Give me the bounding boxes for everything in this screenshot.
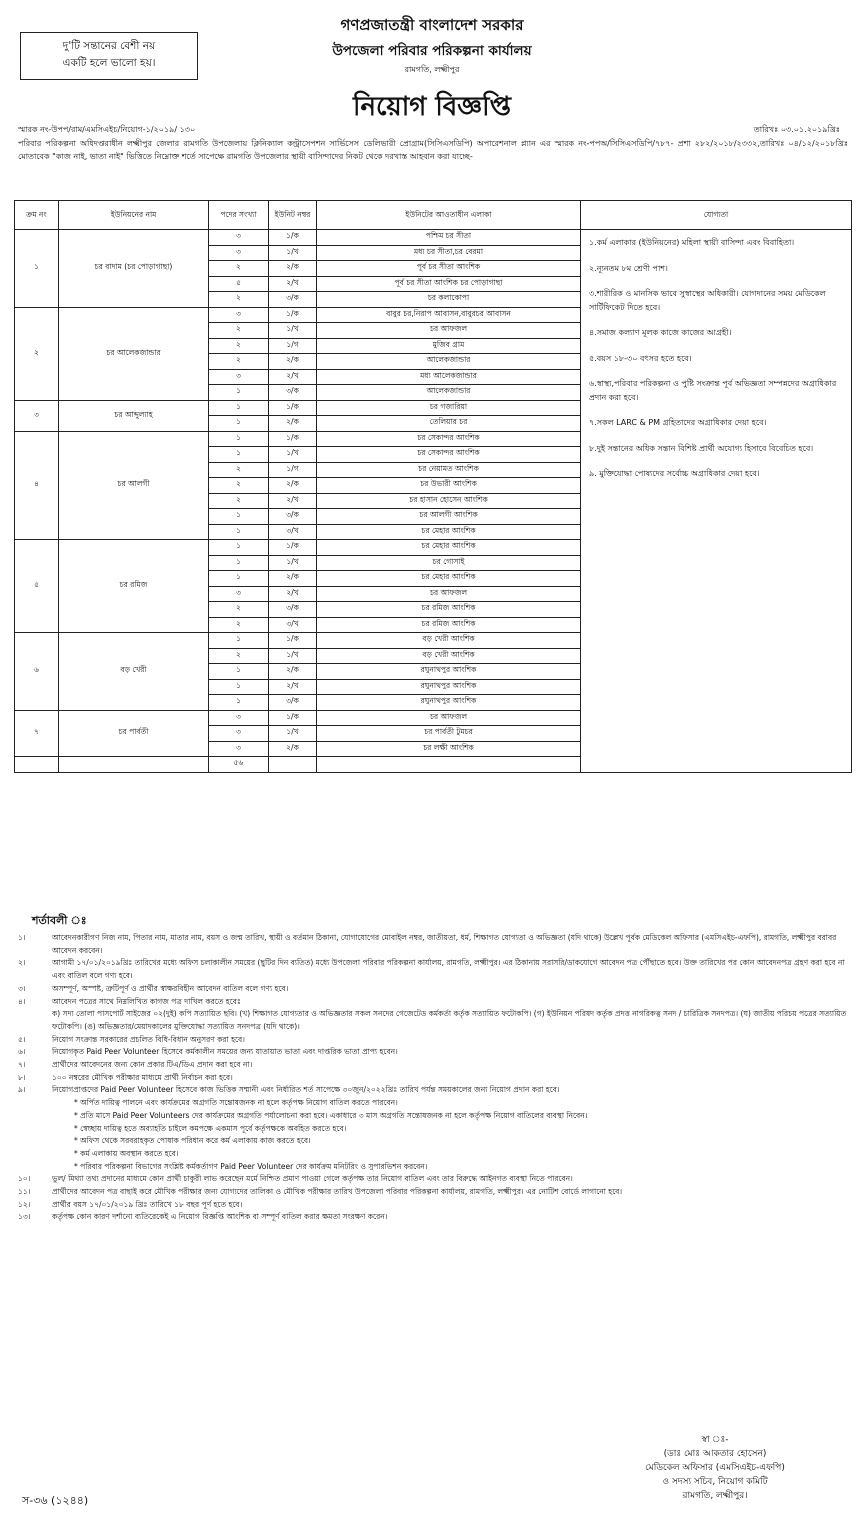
union-cell: বড় খেরী	[59, 633, 209, 711]
unit-cell: ১/খ	[269, 555, 317, 571]
union-cell: চর আব্দুল্যাহ	[59, 400, 209, 431]
term-text: আগামী ১৭/০১/২০১৯খ্রিঃ তারিখের মধ্যে অফিস চলাকালীন সময়ের (ছুটির দিন ব্যতিত) মধ্যে উপজেলা পরিবার পরিকল্পনা কার্যালয়, রামগতি, লক্ষ্মীপুর। এর ঠিকানায় সরাসরি/ডাকযোগে আবেদন পত্র পৌঁছাতে হবে। উক্ত তারিখের পর কোন আবেদনপত্র গ্রহণ করা হবে না এবং বাতিল বলে গণ্য হবে।	[52, 958, 845, 981]
unit-cell: ১/গ	[269, 338, 317, 354]
post-count-cell: ৩	[209, 726, 269, 742]
post-count-cell: ২	[209, 292, 269, 308]
area-cell: চর লক্ষী আংশিক	[317, 741, 581, 757]
post-count-cell: ৩	[209, 245, 269, 261]
term-text: * অফিস থেকে সরবরাহকৃত পোষাক পরিধান করে কর্ম এলাকায় কাজ করতে হবে।	[74, 1136, 311, 1146]
post-count-cell: ১	[209, 400, 269, 416]
term-number: ৫।	[18, 1034, 26, 1044]
serial-cell: ৩	[15, 400, 59, 431]
area-cell: চর আফজল	[317, 710, 581, 726]
post-count-cell: ৫	[209, 276, 269, 292]
term-text: আবেদন পত্রের সাথে নিম্নলিখিত কাগজ পত্র দাখিল করতে হবেঃ	[52, 996, 241, 1006]
serial-cell: ৪	[15, 431, 59, 540]
unit-cell: ২/ক	[269, 571, 317, 587]
post-count-cell: ১	[209, 447, 269, 463]
term-number: ৪।	[18, 996, 26, 1006]
post-count-cell: ২	[209, 261, 269, 277]
term-number: ১২।	[18, 1199, 31, 1209]
term-number: ৯।	[18, 1085, 26, 1095]
unit-cell: ১/ক	[269, 400, 317, 416]
qualification-item: ৫.বয়স ১৮-৩০ বৎসর হতে হবে।	[589, 353, 692, 363]
signatory-role: ও সদস্য সচিব, নিয়োগ কমিটি	[662, 1477, 768, 1487]
term-number: ৩।	[18, 983, 26, 993]
area-cell: আলেকজান্ডার	[317, 385, 581, 401]
term-text: আবেদনকারীগণ নিজ নাম, পিতার নাম, মাতার নাম, বয়স ও জন্ম তারিখ, স্থায়ী ও বর্তমান ঠিকানা, যোগাযোগের মোবাইল নম্বর, জাতীয়তা, ধর্ম, শিক্ষাগত যোগ্যতা ও অভিজ্ঞতা (যদি থাকে) উল্লেখ পূর্বক মেডিকেল অফিসার (এমসিএইচ-এফপি), রামগতি, লক্ষ্মীপুর বরাবর আবেদন করবেন।	[52, 933, 837, 955]
area-cell: চর কলাকোপা	[317, 292, 581, 308]
unit-cell: ১/ক	[269, 230, 317, 246]
area-cell: মধ্য আলেকজান্ডার	[317, 369, 581, 385]
post-count-cell: ২	[209, 338, 269, 354]
post-count-cell: ২	[209, 648, 269, 664]
signature-mark: স্বা ঃ-	[701, 1435, 729, 1445]
intro-paragraph: পরিবার পরিকল্পনা অধিদপ্তরাধীন লক্ষ্মীপুর জেলার রামগতি উপজেলায় ক্লিনিক্যাল কন্ট্রাসেপশন সার্ভিসেস ডেলিভারী প্রোগ্রাম(সিসিএসডিপি) অপারেশনাল প্ল্যান এর স্মারক নং-পপঅ/সিসিএসডিপি/৭৮৭- প্রশা ২৮২/২০১৮/২৩৩২,তারিখঃ ০৪/১২/২০১৮খ্রিঃ মোতাবেক "কাজ নাই, ভাতা নাই" ভিত্তিতে নিম্নোক্ত শর্তে সাপেক্ষে রামগতি উপজেলার স্থায়ী বাসিন্দাদের নিকট থেকে দরখাস্ত আহবান করা যাচ্ছে-	[18, 139, 848, 161]
area-cell: আলেকজান্ডার	[317, 354, 581, 370]
government-heading: গণপ্রজাতন্ত্রী বাংলাদেশ সরকার	[340, 16, 524, 34]
unit-cell: ২/খ	[269, 276, 317, 292]
post-count-cell: ২	[209, 617, 269, 633]
post-count-cell: ৩	[209, 307, 269, 323]
serial-cell: ৭	[15, 710, 59, 757]
post-count-cell: ২	[209, 493, 269, 509]
term-item	[18, 983, 848, 996]
post-count-cell: ১	[209, 540, 269, 556]
unit-cell: ২/ক	[269, 741, 317, 757]
term-item	[18, 932, 848, 957]
office-place: রামগতি, লক্ষ্মীপুর	[404, 65, 460, 74]
term-text: * প্রতি মাসে Paid Peer Volunteers দের কার্যক্রমের অগ্রগতি পর্যালোচনা করা হবে। একাধারে ৩ মাস অগ্রগতি সন্তোষজনক না হলে কর্তৃপক্ষ নিয়োগ বাতিলের ব্যবস্থা নিবেন।	[74, 1110, 588, 1120]
post-count-cell: ১	[209, 571, 269, 587]
unit-cell: ২/খ	[269, 586, 317, 602]
post-count-cell: ২	[209, 462, 269, 478]
serial-cell: ৬	[15, 633, 59, 711]
unit-cell: ১/খ	[269, 648, 317, 664]
post-count-cell: ১	[209, 695, 269, 711]
unit-cell: ৩/ক	[269, 385, 317, 401]
area-cell: বাবুর চর,নিরাপ আবাসন,বাবুরচর আবাসন	[317, 307, 581, 323]
term-number: ৬।	[18, 1047, 26, 1057]
term-item	[18, 1173, 848, 1186]
col-header-serial: ক্রম নং	[15, 201, 59, 230]
unit-cell: ১/খ	[269, 726, 317, 742]
area-cell: বড় খেরী আংশিক	[317, 648, 581, 664]
term-item	[18, 1148, 848, 1161]
area-cell: চর হাসান হোসেন আংশিক	[317, 493, 581, 509]
term-item	[18, 1211, 848, 1224]
area-cell: চর গজারিয়া	[317, 400, 581, 416]
unit-cell: ২/খ	[269, 493, 317, 509]
qualification-item: ৪.সমাজ কল্যাণ মূলক কাজে কাজের আগ্রহী।	[589, 328, 732, 337]
post-count-cell: ১	[209, 524, 269, 540]
term-item	[18, 1008, 848, 1033]
term-text: নিয়োগপ্রাপ্তদের Paid Peer Volunteer হিসেবে কাজ ভিত্তিক সম্মানী এবং নির্ধারিত শর্ত সাপেক্ষে ৩০জুন/২০২২খ্রিঃ তারিখ পর্যন্ত সময়কালের জন্য নিয়োগ প্রদান করা হবে।	[52, 1085, 560, 1095]
unit-cell: ২/ক	[269, 478, 317, 494]
area-cell: চর সেকান্দর আংশিক	[317, 447, 581, 463]
serial-cell: ১	[15, 230, 59, 308]
post-count-cell: ২	[209, 323, 269, 339]
table-header-row	[15, 201, 852, 230]
post-count-cell: ৩	[209, 369, 269, 385]
qualification-item: ৮.দুই সন্তানের অধিক সন্তান বিশিষ্ট প্রার্থী অযোগ্য হিসাবে বিবেচিত হবে।	[589, 443, 814, 453]
unit-cell: ৩/খ	[269, 524, 317, 540]
area-cell: তেলিয়ার চর	[317, 416, 581, 432]
unit-cell: ১/ক	[269, 710, 317, 726]
term-number: ১০।	[18, 1174, 31, 1184]
post-count-cell: ২	[209, 478, 269, 494]
post-count-cell: ১	[209, 633, 269, 649]
office-heading: উপজেলা পরিবার পরিকল্পনা কার্যালয়	[332, 43, 532, 59]
slogan-line-1: দু'টি সন্তানের বেশী নয়	[62, 40, 156, 52]
term-number: ২।	[18, 958, 26, 968]
unit-cell: ৩/ক	[269, 602, 317, 618]
unit-cell: ১/ক	[269, 633, 317, 649]
term-item	[18, 1161, 848, 1174]
term-text: প্রার্থীর বয়স ১৭/০১/২০১৯ খ্রিঃ তারিখে ১৮ বছর পূর্ণ হতে হবে।	[52, 1199, 243, 1209]
term-item	[18, 1084, 848, 1097]
unit-cell: ১/ক	[269, 431, 317, 447]
union-cell: চর আলেকজান্ডার	[59, 307, 209, 400]
unit-cell: ১/গ	[269, 462, 317, 478]
term-item	[18, 1059, 848, 1072]
post-count-cell: ১	[209, 664, 269, 680]
notice-date: তারিখঃ ০৩.০১.২০১৯খ্রিঃ	[753, 125, 840, 134]
term-text: ১০০ নম্বরের মৌখিক পরীক্ষার মাধ্যমে প্রার্থী নির্বাচন করা হবে।	[52, 1072, 233, 1082]
term-text: প্রার্থীদের আবেদন পত্র বাছাই করে মৌখিক পরীক্ষার জন্য যোগ্যদের তালিকা ও মৌখিক পরীক্ষার তারিখ উপজেলা পরিবার পরিকল্পনা কার্যালয়, রামগতি, লক্ষ্মীপুর। এর নোটিশ বোর্ডে লাগানো হবে।	[52, 1187, 623, 1197]
unit-cell: ১/খ	[269, 447, 317, 463]
col-header-union: ইউনিয়নের নাম	[59, 201, 209, 230]
area-cell: চর রমিজ আংশিক	[317, 617, 581, 633]
post-count-cell: ২	[209, 354, 269, 370]
unit-cell: ২/ক	[269, 354, 317, 370]
term-item	[18, 1199, 848, 1212]
area-cell: পূর্ব চর সীতা আংশিক চর পোড়াগাছা	[317, 276, 581, 292]
unit-cell: ১/খ	[269, 323, 317, 339]
term-number: ৮।	[18, 1072, 26, 1082]
term-text: প্রার্থীদের আবেদনের জন্য কোন প্রকার টিএ/ডিএ প্রদান করা হবে না।	[52, 1060, 253, 1070]
qualification-cell	[581, 230, 852, 773]
area-cell: চর মেহার আংশিক	[317, 540, 581, 556]
slogan-line-2: একটি হলে ভালো হয়।	[62, 57, 156, 69]
post-count-cell: ১	[209, 509, 269, 525]
col-header-post-count: পদের সংখ্যা	[209, 201, 269, 230]
term-item	[18, 1135, 848, 1148]
post-count-cell: ১	[209, 555, 269, 571]
unit-cell: ৩/ক	[269, 292, 317, 308]
unit-cell: ২/ক	[269, 664, 317, 680]
term-item	[18, 1123, 848, 1136]
area-cell: চর নেয়ামত আংশিক	[317, 462, 581, 478]
unit-cell: ১/ক	[269, 540, 317, 556]
post-count-cell: ৩	[209, 741, 269, 757]
term-text: * কর্ম এলাকায় অবস্থান করতে হবে।	[74, 1148, 179, 1158]
col-header-unit: ইউনিট নম্বর	[269, 201, 317, 230]
term-item	[18, 1046, 848, 1059]
post-count-cell: ৩	[209, 586, 269, 602]
memo-number: স্মারক নং-উপপ/রাম/এমসিএইচ/নিয়োগ-১/২০১৯/ ১৩০	[18, 125, 196, 134]
area-cell: রঘুনাথপুর আংশিক	[317, 664, 581, 680]
area-cell: চর আলগী আংশিক	[317, 509, 581, 525]
term-text: * অর্পিত দায়িত্ব পালনে এবং কার্যক্রমের অগ্রগতি সন্তোষজনক না হলে কর্তৃপক্ষ নিয়োগ বাতিল করতে পারবেন।	[74, 1098, 398, 1108]
term-number: ১।	[18, 933, 26, 942]
term-text: * স্বেচ্ছায় দায়িত্ব হতে অব্যাহতি চাইলে কমপক্ষে একমাস পূর্বে কর্তৃপক্ষকে অবহিত করতে হবে।	[74, 1123, 347, 1133]
area-cell: চর আফজল	[317, 323, 581, 339]
term-item	[18, 957, 848, 982]
term-text: অসম্পূর্ণ, অস্পষ্ট, ত্রুটিপূর্ণ ও প্রার্থীর স্বাক্ষরবিহীন আবেদন বাতিল বলে গণ্য হবে।	[52, 983, 289, 993]
unit-cell: ৩/ক	[269, 695, 317, 711]
term-text: নিয়োগকৃত Paid Peer Volunteer হিসেবে কর্মকালীন সময়ের জন্য যাতায়াত ভাতা এবং দাপ্তরিক ভাতা প্রাপ্য হবেন।	[52, 1047, 398, 1057]
area-cell: চর সেকান্দর আংশিক	[317, 431, 581, 447]
area-cell: পূর্ব চর সীতা আংশিক	[317, 261, 581, 277]
term-item	[18, 1072, 848, 1085]
serial-cell: ২	[15, 307, 59, 400]
area-cell: মুজিব গ্রাম	[317, 338, 581, 354]
term-item	[18, 996, 848, 1009]
unit-cell: ২/খ	[269, 369, 317, 385]
area-cell: চর আফজল	[317, 586, 581, 602]
term-text: নিয়োগ সংক্রান্ত সরকারের প্রচলিত বিধি-বিধান অনুসরণ করা হবে।	[52, 1034, 245, 1044]
unit-cell: ২/ক	[269, 261, 317, 277]
post-count-cell: ১	[209, 416, 269, 432]
union-cell: চর পার্বতী	[59, 710, 209, 757]
qualification-item: ৩.শারীরিক ও মানসিক ভাবে সুস্বাস্থের অধিকারী। যোগদানের সময় মেডিকেল সার্টিফিকেট দিতে হবে।	[589, 289, 826, 312]
post-count-cell: ৩	[209, 230, 269, 246]
term-number	[18, 1008, 52, 1033]
unit-cell: ১/ক	[269, 307, 317, 323]
terms-list	[18, 932, 848, 1224]
unit-cell: ২/ক	[269, 416, 317, 432]
col-header-area: ইউনিটের আওতাধীন এলাকা	[317, 201, 581, 230]
union-cell: চর বাদাম (চর পোড়াগাছা)	[59, 230, 209, 308]
term-number: ১১।	[18, 1187, 31, 1197]
union-cell: চর রমিজ	[59, 540, 209, 633]
qualification-item: ১.কর্ম এলাকার (ইউনিয়নের) মহিলা স্থায়ী বাসিন্দা এবং বিবাহিতা।	[589, 238, 795, 247]
posts-table	[14, 200, 852, 773]
table-row	[15, 230, 852, 246]
area-cell: চর মেহার আংশিক	[317, 571, 581, 587]
term-text: ক) সদ্য তোলা পাসপোর্ট সাইজের ০২(দুই) কপি সত্যায়িত ছবি। (খ) শিক্ষাগত যোগ্যতার ও অভিজ্ঞতার সকল সনদের গেজেটেড কর্মকর্তা কর্তৃক সত্যায়িত ফটোকপি। (গ) ইউনিয়ন পরিষদ কর্তৃক প্রদত্ত নাগরিকত্ব সনদ / চারিত্রিক সনদপত্র। (ঘ) জাতীয় পরিচয় পত্রের সত্যায়িত ফটোকপি। (ঙ) অভিজ্ঞতার/মেয়াদকালের মুক্তিযোদ্ধা সত্যায়িত সনদপত্র (যদি থাকে)।	[52, 1009, 847, 1031]
qualification-item: ৭.সকল LARC & PM গ্রহিতাদের অগ্রাধিকার দেয়া হবে।	[589, 418, 767, 427]
term-item	[18, 1034, 848, 1047]
post-count-cell: ১	[209, 431, 269, 447]
total-post-count: ৫৬	[209, 757, 269, 773]
term-item	[18, 1186, 848, 1199]
area-cell: রঘুনাথপুর আংশিক	[317, 679, 581, 695]
area-cell: রঘুনাথপুর আংশিক	[317, 695, 581, 711]
page-title: নিয়োগ বিজ্ঞপ্তি	[353, 92, 511, 122]
terms-heading: শর্তাবলী ঃ	[32, 914, 87, 927]
term-text: * পরিবার পরিকল্পনা বিভাগের সংশ্লিষ্ট কর্মকর্তাগণ Paid Peer Volunteer দের কার্যক্রম মনিটরিং ও সুপারভিশন করবেন।	[74, 1161, 428, 1171]
qualification-item: ৯. মুক্তিযোদ্ধা পোষ্যদের সর্বোচ্চ অগ্রাধিকার দেয়া হবে।	[589, 469, 760, 478]
unit-cell: ৩/ক	[269, 509, 317, 525]
post-count-cell: ৩	[209, 710, 269, 726]
term-item	[18, 1097, 848, 1110]
signatory-name: (ডাঃ মোঃ আকতার হোসেন)	[663, 1449, 767, 1459]
unit-cell: ১/খ	[269, 245, 317, 261]
area-cell: চর মেহার আংশিক	[317, 524, 581, 540]
area-cell: চর পার্বতী টুমচর	[317, 726, 581, 742]
area-cell: চর রমিজ আংশিক	[317, 602, 581, 618]
post-count-cell: ১	[209, 679, 269, 695]
term-item	[18, 1110, 848, 1123]
signatory-designation: মেডিকেল অফিসার (এমসিএইচ-এফপি)	[645, 1463, 785, 1473]
term-text: কর্তৃপক্ষ কোন কারণ দর্শানো ব্যতিরেকেই এ নিয়োগ বিজ্ঞপ্তি আংশিক বা সম্পূর্ণ বাতিল করার ক্ষমতা সংরক্ষণ করেন।	[52, 1212, 388, 1222]
qualification-item: ২.ন্যূনতম ৮ম শ্রেণী পাশ।	[589, 263, 668, 273]
term-text: ভুল/ মিথ্যা তথ্য প্রদানের মাধ্যমে কোন প্রার্থী চাকুরী লাভ করেছেন মর্মে নিশ্চিত প্রমাণ পাওয়া গেলে কর্তৃপক্ষ তার নিয়োগ বাতিল এবং তার বিরুদ্ধে আইনগত ব্যবস্থা নিতে পারবেন।	[52, 1174, 573, 1184]
area-cell: চর গোসাই	[317, 555, 581, 571]
unit-cell: ৩/খ	[269, 617, 317, 633]
col-header-qualification: যোগ্যতা	[581, 201, 852, 230]
qualification-item: ৬.স্বাস্থ্য,পরিবার পরিকল্পনা ও পুষ্টি সংক্রান্ত পূর্ব অভিজ্ঞতা সম্পন্নদের অগ্রাধিকার প্রদান করা হবে।	[589, 379, 837, 402]
post-count-cell: ১	[209, 385, 269, 401]
term-number: ৭।	[18, 1060, 26, 1070]
union-cell: চর আলগী	[59, 431, 209, 540]
area-cell: বড় খেরী আংশিক	[317, 633, 581, 649]
area-cell: পশ্চিম চর সীতা	[317, 230, 581, 246]
area-cell: মধ্য চর সীতা,চর বেরমা	[317, 245, 581, 261]
serial-cell: ৫	[15, 540, 59, 633]
unit-cell: ২/খ	[269, 679, 317, 695]
signatory-place: রামগতি, লক্ষ্মীপুর।	[682, 1491, 748, 1501]
footer-code: স-৩৬ (১২৪৪)	[22, 1494, 89, 1507]
term-number: ১৩।	[18, 1212, 31, 1222]
area-cell: চর উভারী আংশিক	[317, 478, 581, 494]
post-count-cell: ২	[209, 602, 269, 618]
